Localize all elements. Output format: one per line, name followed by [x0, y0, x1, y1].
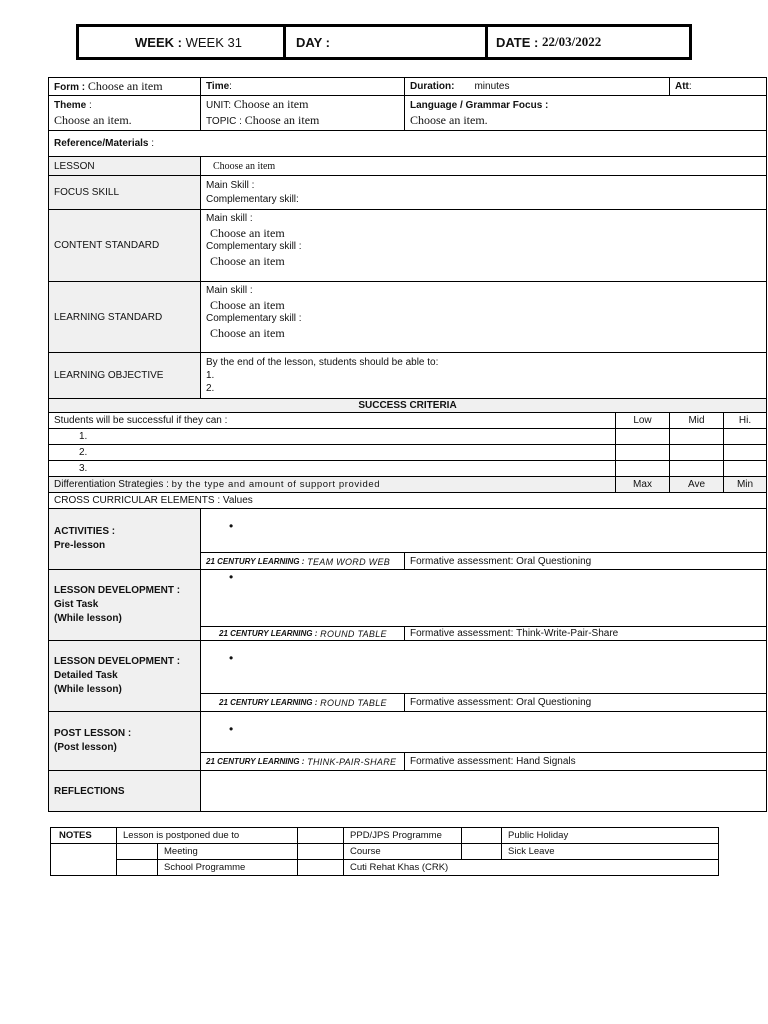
reflections-row — [49, 771, 767, 812]
sick-checkbox[interactable] — [462, 844, 502, 860]
success-item-row — [49, 461, 767, 477]
success-title-row — [49, 399, 767, 413]
learning-main-value[interactable]: Choose an item — [210, 298, 285, 312]
success-intro: Students will be successful if they can : — [49, 413, 616, 429]
content-main: Main skill : — [206, 213, 253, 224]
week-label: WEEK : — [135, 34, 182, 50]
fa-cell-3 — [405, 694, 767, 712]
duration-value[interactable]: minutes — [474, 81, 510, 92]
activity-sub: Gist Task — [54, 599, 99, 610]
reference-label: Reference/Materials — [54, 138, 149, 149]
course-checkbox[interactable] — [298, 844, 344, 860]
lesson-row — [49, 157, 767, 176]
activity-row — [49, 641, 767, 694]
focus-comp: Complementary skill: — [206, 193, 299, 205]
cross-label: CROSS CURRICULAR ELEMENTS : — [54, 495, 221, 506]
notes-school: School Programme — [158, 860, 298, 876]
day-cell — [286, 27, 488, 57]
success-hi-2[interactable] — [724, 445, 767, 461]
reference-row — [49, 131, 767, 157]
bullet-icon: • — [229, 570, 234, 584]
fa-cell-4 — [405, 753, 767, 771]
objective-cell — [201, 353, 767, 399]
objective-item-2: 2. — [206, 383, 215, 394]
fa-value[interactable]: Oral Questioning — [516, 555, 592, 567]
c21-label: 21 CENTURY LEARNING : — [219, 629, 318, 638]
differentiation-min: Min — [724, 477, 767, 493]
success-item-row — [49, 445, 767, 461]
notes-crk: Cuti Rehat Khas (CRK) — [344, 860, 719, 876]
att-colon: : — [688, 81, 692, 92]
reference-cell — [49, 131, 767, 157]
date-value[interactable]: 22/03/2022 — [542, 34, 602, 49]
learning-label: LEARNING STANDARD — [49, 282, 201, 353]
bullet-icon: • — [229, 722, 234, 736]
learning-row — [49, 282, 767, 353]
holiday-checkbox[interactable] — [462, 828, 502, 844]
topic-value[interactable]: Choose an item — [244, 113, 320, 127]
activity-title: ACTIVITIES : — [54, 526, 116, 537]
theme-row — [49, 96, 767, 131]
theme-colon: : — [86, 100, 92, 111]
unit-topic-cell — [201, 96, 405, 131]
cross-cell — [49, 493, 767, 509]
fa-value[interactable]: Oral Questioning — [516, 697, 592, 708]
duration-cell — [405, 78, 670, 96]
focus-main: Main Skill : — [206, 179, 255, 191]
language-label: Language / Grammar Focus : — [410, 100, 549, 111]
differentiation-value[interactable]: by the type and amount of support provided — [171, 479, 381, 490]
form-label: Form : — [54, 82, 86, 93]
topic-label: TOPIC : — [206, 116, 242, 127]
success-low-2[interactable] — [616, 445, 670, 461]
bullet-icon: • — [229, 651, 234, 665]
language-value[interactable]: Choose an item. — [410, 113, 488, 127]
activity-content-4[interactable] — [201, 712, 767, 753]
date-label: DATE : — [496, 34, 539, 50]
week-cell — [79, 27, 286, 57]
att-cell — [670, 78, 767, 96]
notes-label: NOTES — [51, 828, 117, 844]
school-checkbox[interactable] — [117, 860, 158, 876]
c21-label: 21 CENTURY LEARNING : — [219, 698, 318, 707]
success-item-row — [49, 429, 767, 445]
success-item-1: 1. — [49, 429, 616, 445]
learning-comp: Complementary skill : — [206, 313, 302, 324]
success-low: Low — [616, 413, 670, 429]
theme-value[interactable]: Choose an item. — [54, 113, 132, 127]
objective-row — [49, 353, 767, 399]
notes-row — [51, 860, 719, 876]
c21-cell-4 — [201, 753, 405, 771]
cross-row — [49, 493, 767, 509]
activity-sub: Detailed Task — [54, 670, 118, 681]
activity-sub: Pre-lesson — [54, 540, 106, 551]
ppd-checkbox[interactable] — [298, 828, 344, 844]
learning-main: Main skill : — [206, 285, 253, 296]
fa-label: Formative assessment: — [410, 628, 514, 639]
notes-sick: Sick Leave — [502, 844, 719, 860]
theme-cell — [49, 96, 201, 131]
activity-content-3[interactable] — [201, 641, 767, 694]
crk-checkbox[interactable] — [298, 860, 344, 876]
activity-label-2 — [49, 570, 201, 641]
objective-intro: By the end of the lesson, students should be able to: — [206, 357, 439, 368]
focus-cell — [201, 176, 767, 210]
learning-comp-value[interactable]: Choose an item — [210, 326, 285, 340]
content-comp: Complementary skill : — [206, 241, 302, 252]
c21-value[interactable]: TEAM WORD WEB — [307, 556, 391, 567]
c21-label: 21 CENTURY LEARNING : — [206, 757, 305, 766]
notes-ppd: PPD/JPS Programme — [344, 828, 462, 844]
notes-row — [51, 844, 719, 860]
fa-value[interactable]: Think-Write-Pair-Share — [516, 628, 619, 639]
notes-holiday: Public Holiday — [502, 828, 719, 844]
week-value[interactable]: WEEK 31 — [185, 34, 242, 50]
success-item-2: 2. — [49, 445, 616, 461]
fa-cell-1 — [405, 553, 767, 570]
time-colon: : — [229, 81, 232, 92]
reference-colon: : — [148, 138, 155, 149]
fa-value[interactable]: Hand Signals — [516, 756, 576, 767]
att-label: Att — [675, 81, 689, 92]
lesson-plan-table — [48, 77, 767, 812]
focus-row — [49, 176, 767, 210]
differentiation-max: Max — [616, 477, 670, 493]
success-mid-1[interactable] — [670, 429, 724, 445]
success-title: SUCCESS CRITERIA — [49, 399, 767, 413]
success-mid-3[interactable] — [670, 461, 724, 477]
c21-cell-2 — [201, 627, 405, 641]
language-cell — [405, 96, 767, 131]
activity-content-2[interactable] — [201, 570, 767, 627]
activity-title: POST LESSON : — [54, 728, 132, 739]
duration-label: Duration: — [410, 81, 455, 92]
success-low-3[interactable] — [616, 461, 670, 477]
notes-row — [51, 828, 719, 844]
focus-label: FOCUS SKILL — [49, 176, 201, 210]
notes-postponed: Lesson is postponed due to — [117, 828, 298, 844]
activity-sub: (While lesson) — [54, 613, 122, 624]
objective-item-1: 1. — [206, 370, 215, 381]
theme-label: Theme — [54, 100, 87, 111]
reflections-label: REFLECTIONS — [49, 771, 201, 812]
differentiation-row — [49, 477, 767, 493]
day-label: DAY : — [296, 34, 330, 50]
content-row — [49, 210, 767, 282]
activity-sub: (Post lesson) — [54, 742, 117, 753]
form-cell — [49, 78, 201, 96]
activity-row — [49, 509, 767, 553]
notes-table — [50, 827, 719, 876]
c21-cell-1 — [201, 553, 405, 570]
lesson-label: LESSON — [49, 157, 201, 176]
fa-cell-2 — [405, 627, 767, 641]
success-mid: Mid — [670, 413, 724, 429]
success-head-row — [49, 413, 767, 429]
success-hi: Hi. — [724, 413, 767, 429]
differentiation-label: Differentiation Strategies : — [54, 479, 169, 490]
learning-cell — [201, 282, 767, 353]
c21-label: 21 CENTURY LEARNING : — [206, 556, 305, 566]
meeting-checkbox[interactable] — [117, 844, 158, 860]
c21-value[interactable]: ROUND TABLE — [320, 629, 387, 639]
unit-value[interactable]: Choose an item — [233, 97, 309, 111]
activity-row — [49, 712, 767, 753]
fa-label: Formative assessment: — [410, 697, 514, 708]
time-label: Time — [206, 81, 230, 92]
fa-label: Formative assessment: — [410, 555, 514, 567]
success-hi-3[interactable] — [724, 461, 767, 477]
content-comp-value[interactable]: Choose an item — [210, 254, 285, 268]
unit-label: UNIT: — [206, 100, 231, 111]
time-cell — [201, 78, 405, 96]
c21-cell-3 — [201, 694, 405, 712]
notes-course: Course — [344, 844, 462, 860]
differentiation-cell — [49, 477, 616, 493]
activity-content-1[interactable] — [201, 509, 767, 553]
activity-row — [49, 570, 767, 627]
content-main-value[interactable]: Choose an item — [210, 226, 285, 240]
reflections-content[interactable] — [201, 771, 767, 812]
activity-title: LESSON DEVELOPMENT : — [54, 656, 181, 667]
c21-value[interactable]: ROUND TABLE — [320, 698, 387, 708]
activity-label-3 — [49, 641, 201, 712]
differentiation-ave: Ave — [670, 477, 724, 493]
c21-value[interactable]: THINK-PAIR-SHARE — [307, 757, 397, 767]
cross-value[interactable]: Values — [222, 495, 253, 506]
activity-label-4 — [49, 712, 201, 771]
header-box — [76, 24, 692, 60]
date-cell — [488, 27, 689, 57]
fa-label: Formative assessment: — [410, 756, 514, 767]
success-low-1[interactable] — [616, 429, 670, 445]
content-label: CONTENT STANDARD — [49, 210, 201, 282]
content-cell — [201, 210, 767, 282]
objective-label: LEARNING OBJECTIVE — [49, 353, 201, 399]
form-row — [49, 78, 767, 96]
bullet-icon: • — [229, 519, 234, 533]
notes-meeting: Meeting — [158, 844, 298, 860]
activity-title: LESSON DEVELOPMENT : — [54, 585, 181, 596]
activity-label-1 — [49, 509, 201, 570]
success-mid-2[interactable] — [670, 445, 724, 461]
lesson-value[interactable]: Choose an item — [201, 157, 767, 176]
success-item-3: 3. — [49, 461, 616, 477]
form-value[interactable]: Choose an item — [87, 79, 163, 93]
activity-sub: (While lesson) — [54, 684, 122, 695]
success-hi-1[interactable] — [724, 429, 767, 445]
